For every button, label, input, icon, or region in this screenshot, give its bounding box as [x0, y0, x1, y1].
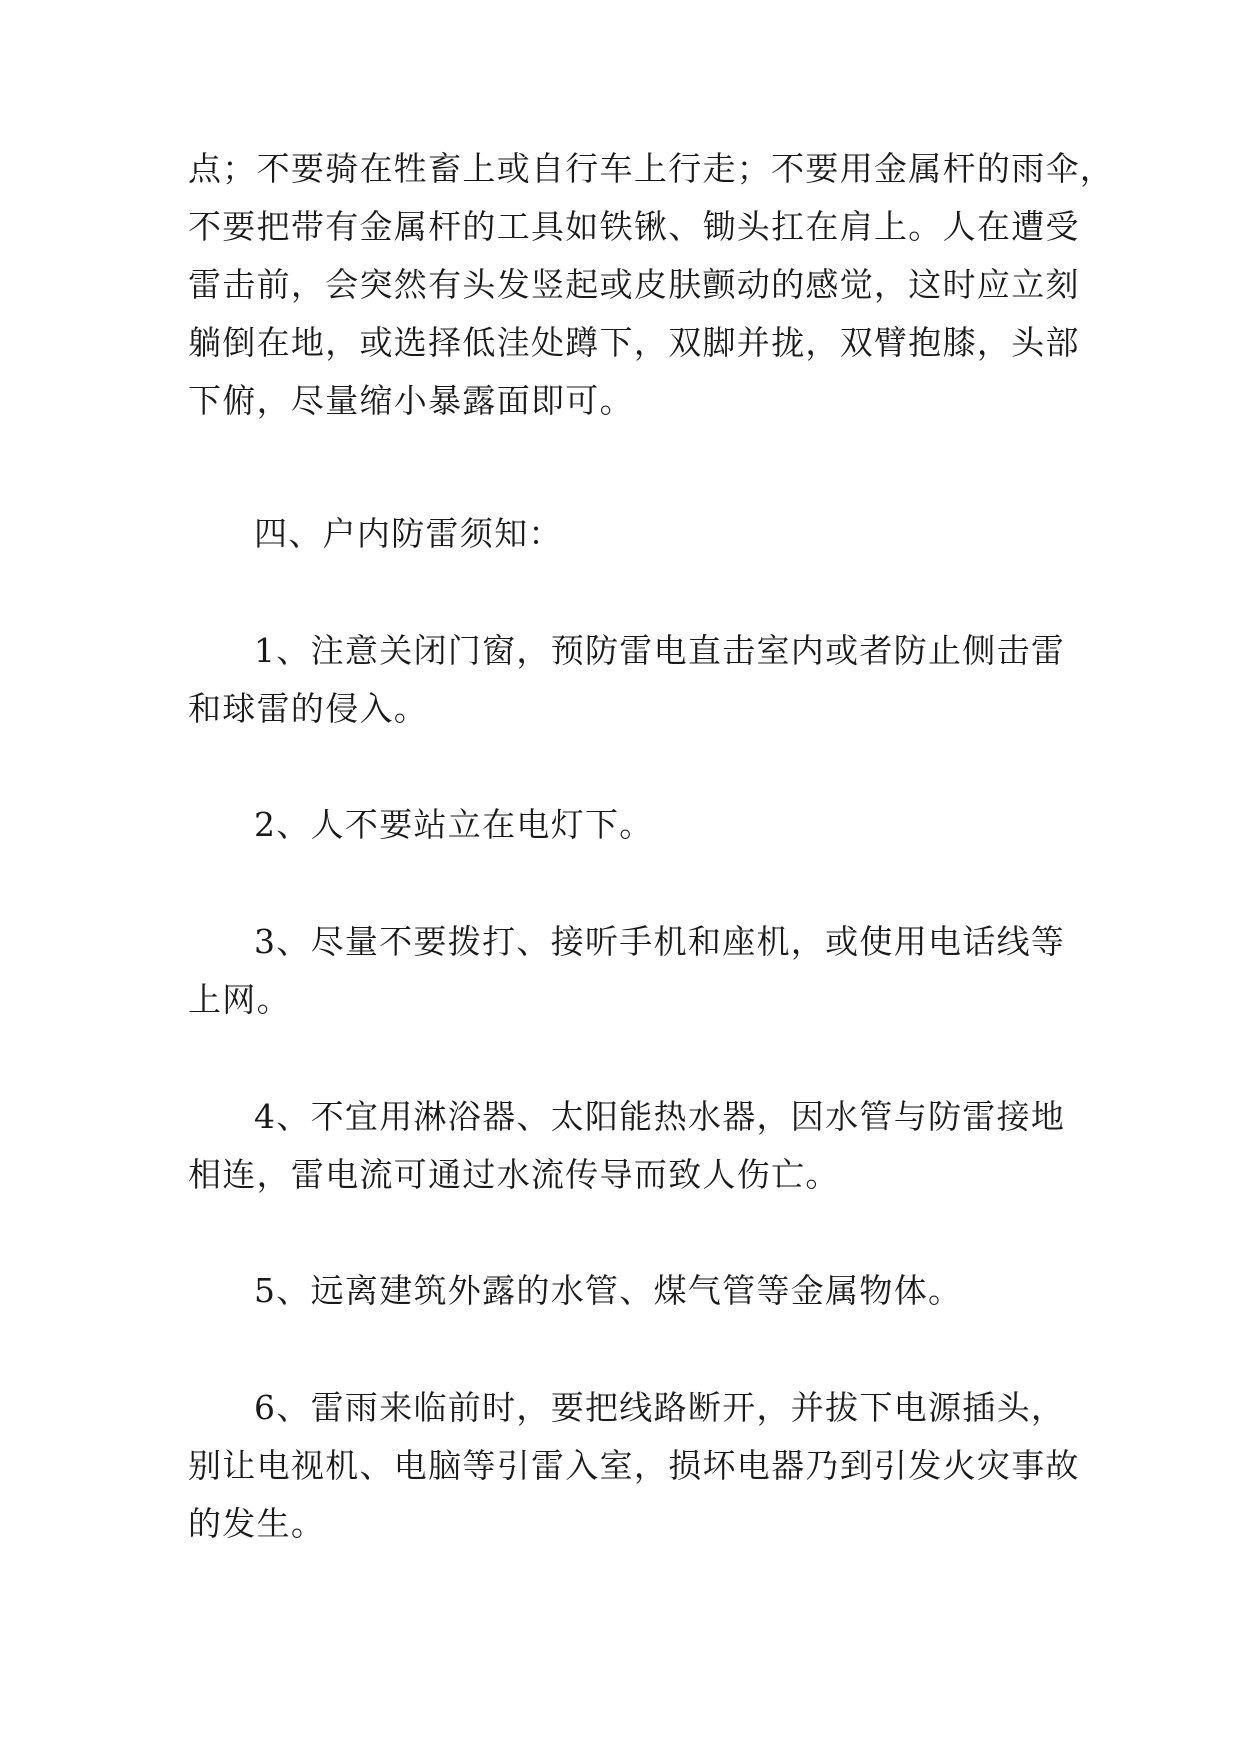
text-line: 5、远离建筑外露的水管、煤气管等金属物体。 [254, 1271, 963, 1310]
text-line: 下俯，尽量缩小暴露面即可。 [188, 381, 634, 420]
list-item-6 [188, 1379, 1080, 1553]
list-item-2 [188, 796, 1054, 854]
list-item-1 [188, 622, 1066, 738]
text-line: 6、雷雨来临前时，要把线路断开，并拔下电源插头， [254, 1388, 1066, 1427]
text-line: 相连，雷电流可通过水流传导而致人伤亡。 [188, 1155, 840, 1194]
text-line: 和球雷的侵入。 [188, 689, 429, 728]
section-heading-indoor [188, 505, 1054, 563]
text-line: 的发生。 [188, 1504, 326, 1543]
text-line: 点；不要骑在牲畜上或自行车上行走；不要用金属杆的雨伞， [188, 149, 1115, 188]
text-line: 上网。 [188, 980, 291, 1019]
text-line: 躺倒在地，或选择低洼处蹲下，双脚并拢，双臂抱膝，头部 [188, 323, 1080, 362]
list-item-4 [188, 1088, 1066, 1204]
paragraph-outdoor-continuation [188, 140, 1115, 430]
list-item-5 [188, 1262, 1054, 1320]
text-line: 不要把带有金属杆的工具如铁锹、锄头扛在肩上。人在遭受 [188, 207, 1080, 246]
heading-line: 四、户内防雷须知： [254, 514, 563, 553]
text-line: 1、注意关闭门窗，预防雷电直击室内或者防止侧击雷 [254, 631, 1066, 670]
text-line: 3、尽量不要拨打、接听手机和座机，或使用电话线等 [254, 922, 1066, 961]
text-line: 4、不宜用淋浴器、太阳能热水器，因水管与防雷接地 [254, 1097, 1066, 1136]
text-line: 雷击前，会突然有头发竖起或皮肤颤动的感觉，这时应立刻 [188, 265, 1080, 304]
text-line: 2、人不要站立在电灯下。 [254, 805, 654, 844]
list-item-3 [188, 913, 1066, 1029]
text-line: 别让电视机、电脑等引雷入室，损坏电器乃到引发火灾事故 [188, 1446, 1080, 1485]
